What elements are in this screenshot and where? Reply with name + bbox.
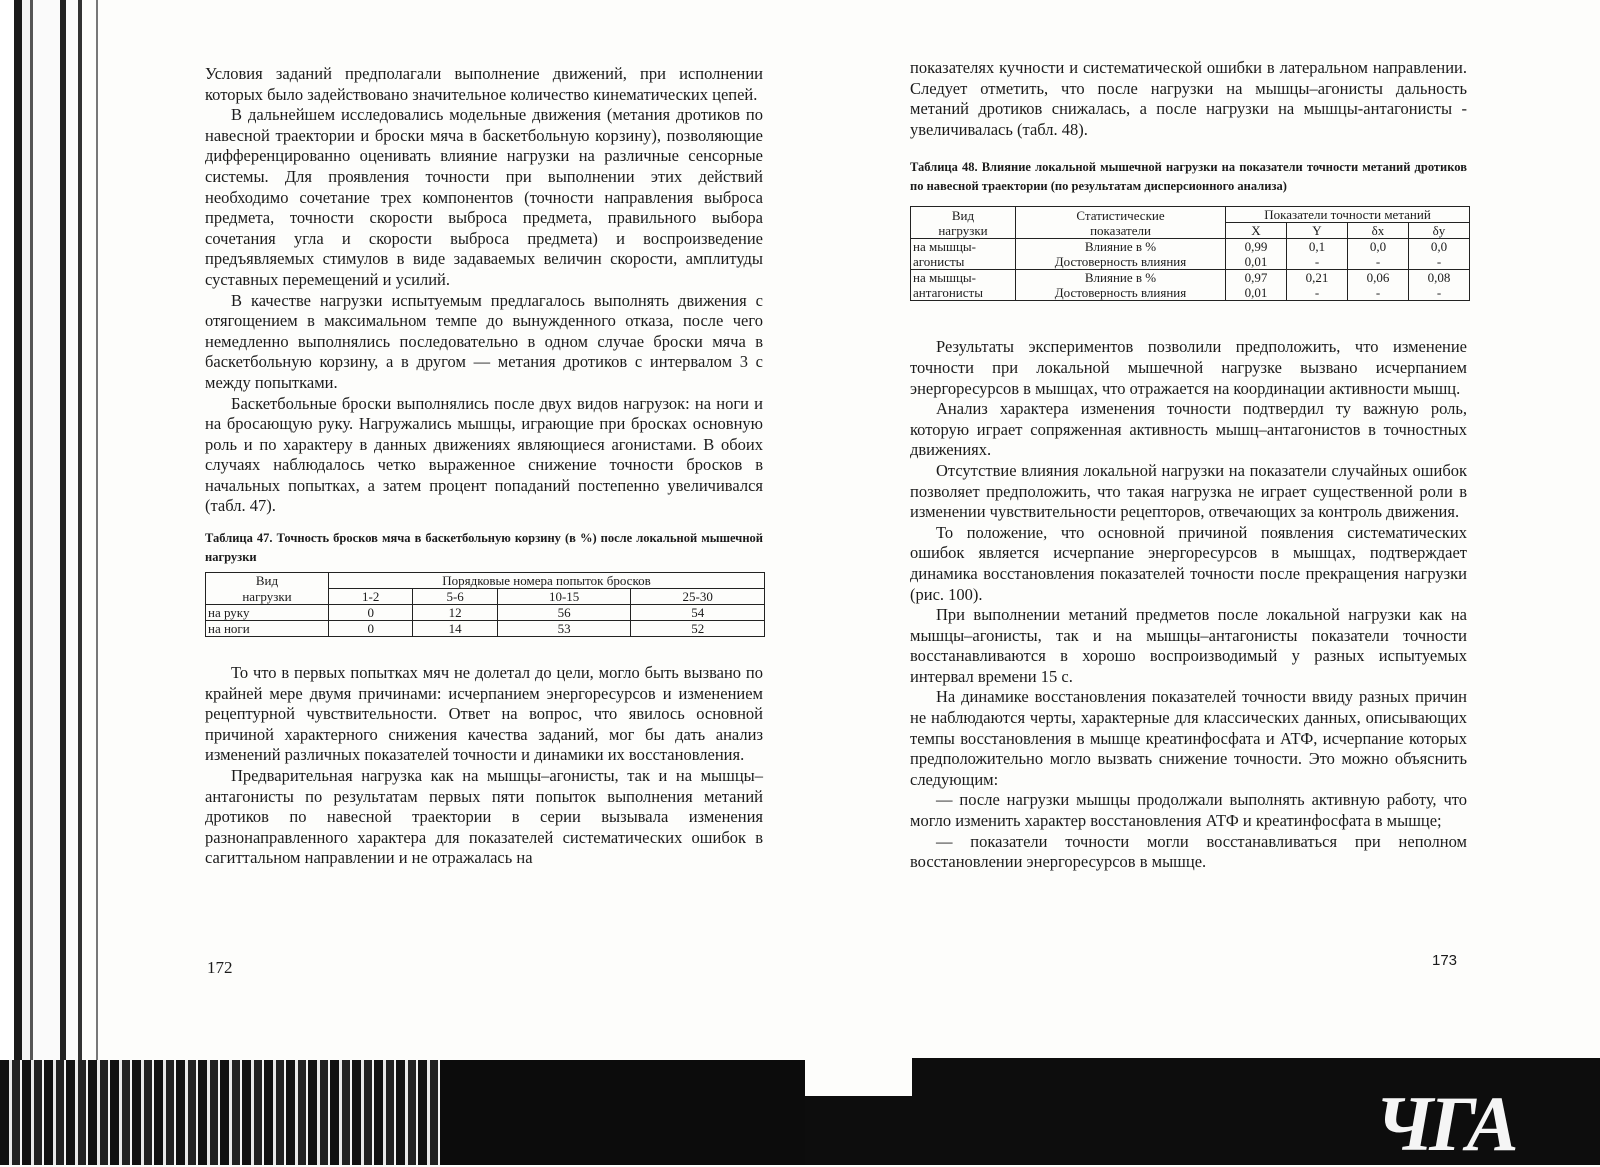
table48-row-label: на мышцы- xyxy=(911,270,1016,286)
table48-stat: Влияние в % xyxy=(1016,270,1226,286)
page-number-left: 172 xyxy=(207,958,233,977)
table47-cell: 12 xyxy=(413,605,497,621)
table48-caption: Таблица 48. Влияние локальной мышечной нагрузки на показатели точности метаний дротиков по навесной траектории (по результатам дисперсионного анализа) xyxy=(910,160,1467,194)
paragraph: В качестве нагрузки испытуемым предлагалось выполнять движения с отягощением в максимальном темпе до вынужденного отказа, после чего немедленно выполнялись последовательно в одном случае броски мяча в баскетбольную корзину, а в другом — метания дротиков с интервалом 3 с между попытками. xyxy=(205,290,763,392)
paragraph: При выполнении метаний предметов после локальной нагрузки как на мышцы–агонисты, так и на мышцы–антагонисты показатели точности восстанавливаются в хорошо воспроизводимый у разных испытуемых интервал времени 15 с. xyxy=(910,605,1467,686)
table-row xyxy=(911,285,1470,301)
table48-cell: - xyxy=(1287,285,1348,301)
paragraph: Анализ характера изменения точности подтвердил ту важную роль, которую играет сопряженная активность мышц–антагонистов в точностных движениях. xyxy=(910,399,1467,460)
table47-col-header: 1-2 xyxy=(329,589,413,605)
table48-cell: 0,1 xyxy=(1287,239,1348,255)
table48-col-header: δy xyxy=(1409,223,1470,239)
table48-col-header: X xyxy=(1226,223,1287,239)
table48-cell: 0,0 xyxy=(1409,239,1470,255)
paragraph: показателях кучности и систематической ошибки в латеральном направлении. Следует отметить, что после нагрузки на мышцы–агонисты дальность метаний дротиков снижалась, а после нагрузки на мышцы-антагонисты - увеличивалась (табл. 48). xyxy=(910,58,1467,139)
right-page xyxy=(910,58,1467,873)
paragraph: — показатели точности могли восстанавливаться при неполном восстановлении энергоресурсов в мышце. xyxy=(910,831,1467,872)
paragraph: Баскетбольные броски выполнялись после двух видов нагрузок: на ноги и на бросающую руку. Нагружались мышцы, играющие при бросках основную роль и по характеру в данных движениях являющиеся агонистами. В обоих случаях наблюдалось четко выраженное снижение точности бросков в начальных попытках, а затем процент попаданий постепенно увеличивался (табл. 47). xyxy=(205,393,763,516)
table48-cell: 0,08 xyxy=(1409,270,1470,286)
table48-stat: Влияние в % xyxy=(1016,239,1226,255)
table48-head-stat: показатели xyxy=(1016,223,1226,239)
table48-cell: 0,21 xyxy=(1287,270,1348,286)
paragraph: То положение, что основной причиной появления систематических ошибок является исчерпание энергоресурсов в мышцах, подтверждает динамика восстановления показателей точности после прекращения нагрузки (рис. 100). xyxy=(910,522,1467,604)
table48-stat: Достоверность влияния xyxy=(1016,285,1226,301)
table48-cell: 0,0 xyxy=(1348,239,1409,255)
table47-head-type: Вид xyxy=(206,573,329,589)
table47-cell: 14 xyxy=(413,621,497,637)
paragraph: То что в первых попытках мяч не долетал до цели, могло быть вызвано по крайней мере двумя причинами: исчерпанием энергоресурсов и изменением рецептурной чувствительности. Ответ на вопрос, что явилось основной причиной характерного снижения качества заданий, мог бы дать анализ изменений различных показателей точности и динамики их восстановления. xyxy=(205,663,763,765)
table47-cell: 54 xyxy=(631,605,765,621)
table-row xyxy=(206,605,765,621)
table48-col-header: δx xyxy=(1348,223,1409,239)
table47-cell: 56 xyxy=(497,605,631,621)
scan-corner-mark: ЧГА xyxy=(1375,1080,1515,1167)
paragraph: Результаты экспериментов позволили предположить, что изменение точности при локальной мышечной нагрузке вызвано исчерпанием энергоресурсов в мышцах, что отражается на координации активности мышц. xyxy=(910,337,1467,398)
table47-cell: 0 xyxy=(329,605,413,621)
table47-col-header: 10-15 xyxy=(497,589,631,605)
table48-cell: - xyxy=(1409,285,1470,301)
scan-edge-left xyxy=(0,0,120,1165)
table-row xyxy=(911,270,1470,286)
paragraph: — после нагрузки мышцы продолжали выполнять активную работу, что могло изменить характер восстановления АТФ и креатинфосфата в мышце; xyxy=(910,790,1467,831)
table47-cell: 52 xyxy=(631,621,765,637)
table48-cell: - xyxy=(1287,254,1348,270)
table-row xyxy=(206,621,765,637)
table47 xyxy=(205,572,765,637)
paragraph: Предварительная нагрузка как на мышцы–агонисты, так и на мышцы–антагонисты по результатам первых пяти попыток выполнения метаний дротиков по навесной траектории в серии вызывала изменения разнонаправленного характера для показателей систематических ошибок в сагиттальном направлении и не отражалась на xyxy=(205,766,763,868)
table48-row-label: антагонисты xyxy=(911,285,1016,301)
paragraph: В дальнейшем исследовались модельные движения (метания дротиков по навесной траектории и броски мяча в баскетбольную корзину), позволяющие дифференцированно оценивать влияние нагрузки на различные сенсорные системы. Для проявления точности при выполнении этих действий необходимо сочетание трех компонентов (точности направления выброса предмета, точности скорости выброса предмета, правильного выбора сочетания угла и скорости выброса предмета) и воспроизведение предъявляемых стимулов в виде задаваемых величин скорости, амплитуды суставных перемещений и усилий. xyxy=(205,105,763,289)
page-number-right: 173 xyxy=(1432,952,1458,969)
table47-caption: Таблица 47. Точность бросков мяча в баскетбольную корзину (в %) после локальной мышечной нагрузки xyxy=(205,531,763,565)
table48-col-header: Y xyxy=(1287,223,1348,239)
table48-head-group: Показатели точности метаний xyxy=(1226,207,1470,223)
table-row xyxy=(911,239,1470,255)
table48-head-type: Вид xyxy=(911,207,1016,223)
table48-cell: 0,97 xyxy=(1226,270,1287,286)
table47-cell: 53 xyxy=(497,621,631,637)
table47-head-type: нагрузки xyxy=(206,589,329,605)
table48-head-stat: Статистические xyxy=(1016,207,1226,223)
table48-stat: Достоверность влияния xyxy=(1016,254,1226,270)
paragraph: Условия заданий предполагали выполнение движений, при исполнении которых было задействовано значительное количество кинематических цепей. xyxy=(205,64,763,104)
table48-cell: - xyxy=(1409,254,1470,270)
table47-col-header: 5-6 xyxy=(413,589,497,605)
scan-edge-bottom-middle xyxy=(805,1096,912,1165)
table47-cell: 0 xyxy=(329,621,413,637)
table47-row-label: на руку xyxy=(206,605,329,621)
left-page xyxy=(205,64,763,869)
table48-row-label: на мышцы- xyxy=(911,239,1016,255)
scan-edge-bottom-left-dark xyxy=(440,1060,805,1165)
table47-row-label: на ноги xyxy=(206,621,329,637)
table47-head-group: Порядковые номера попыток бросков xyxy=(329,573,765,589)
table48-cell: 0,01 xyxy=(1226,285,1287,301)
table48-cell: - xyxy=(1348,254,1409,270)
paragraph: Отсутствие влияния локальной нагрузки на показатели случайных ошибок позволяет предположить, что такая нагрузка не играет существенной роли в изменении чувствительности рецепторов, отвечающих за контроль движения. xyxy=(910,460,1467,522)
table48-cell: 0,01 xyxy=(1226,254,1287,270)
table48-cell: 0,06 xyxy=(1348,270,1409,286)
table-row xyxy=(911,254,1470,270)
paragraph: На динамике восстановления показателей точности ввиду разных причин не наблюдаются черты, характерные для классических данных, описывающих темпы восстановления в мышце креатинфосфата и АТФ, исчерпание которых предположительно могло вызвать снижение точности. Это можно объяснить следующим: xyxy=(910,687,1467,789)
table47-col-header: 25-30 xyxy=(631,589,765,605)
table48 xyxy=(910,206,1470,301)
table48-row-label: агонисты xyxy=(911,254,1016,270)
table48-cell: 0,99 xyxy=(1226,239,1287,255)
table48-head-type: нагрузки xyxy=(911,223,1016,239)
table48-cell: - xyxy=(1348,285,1409,301)
